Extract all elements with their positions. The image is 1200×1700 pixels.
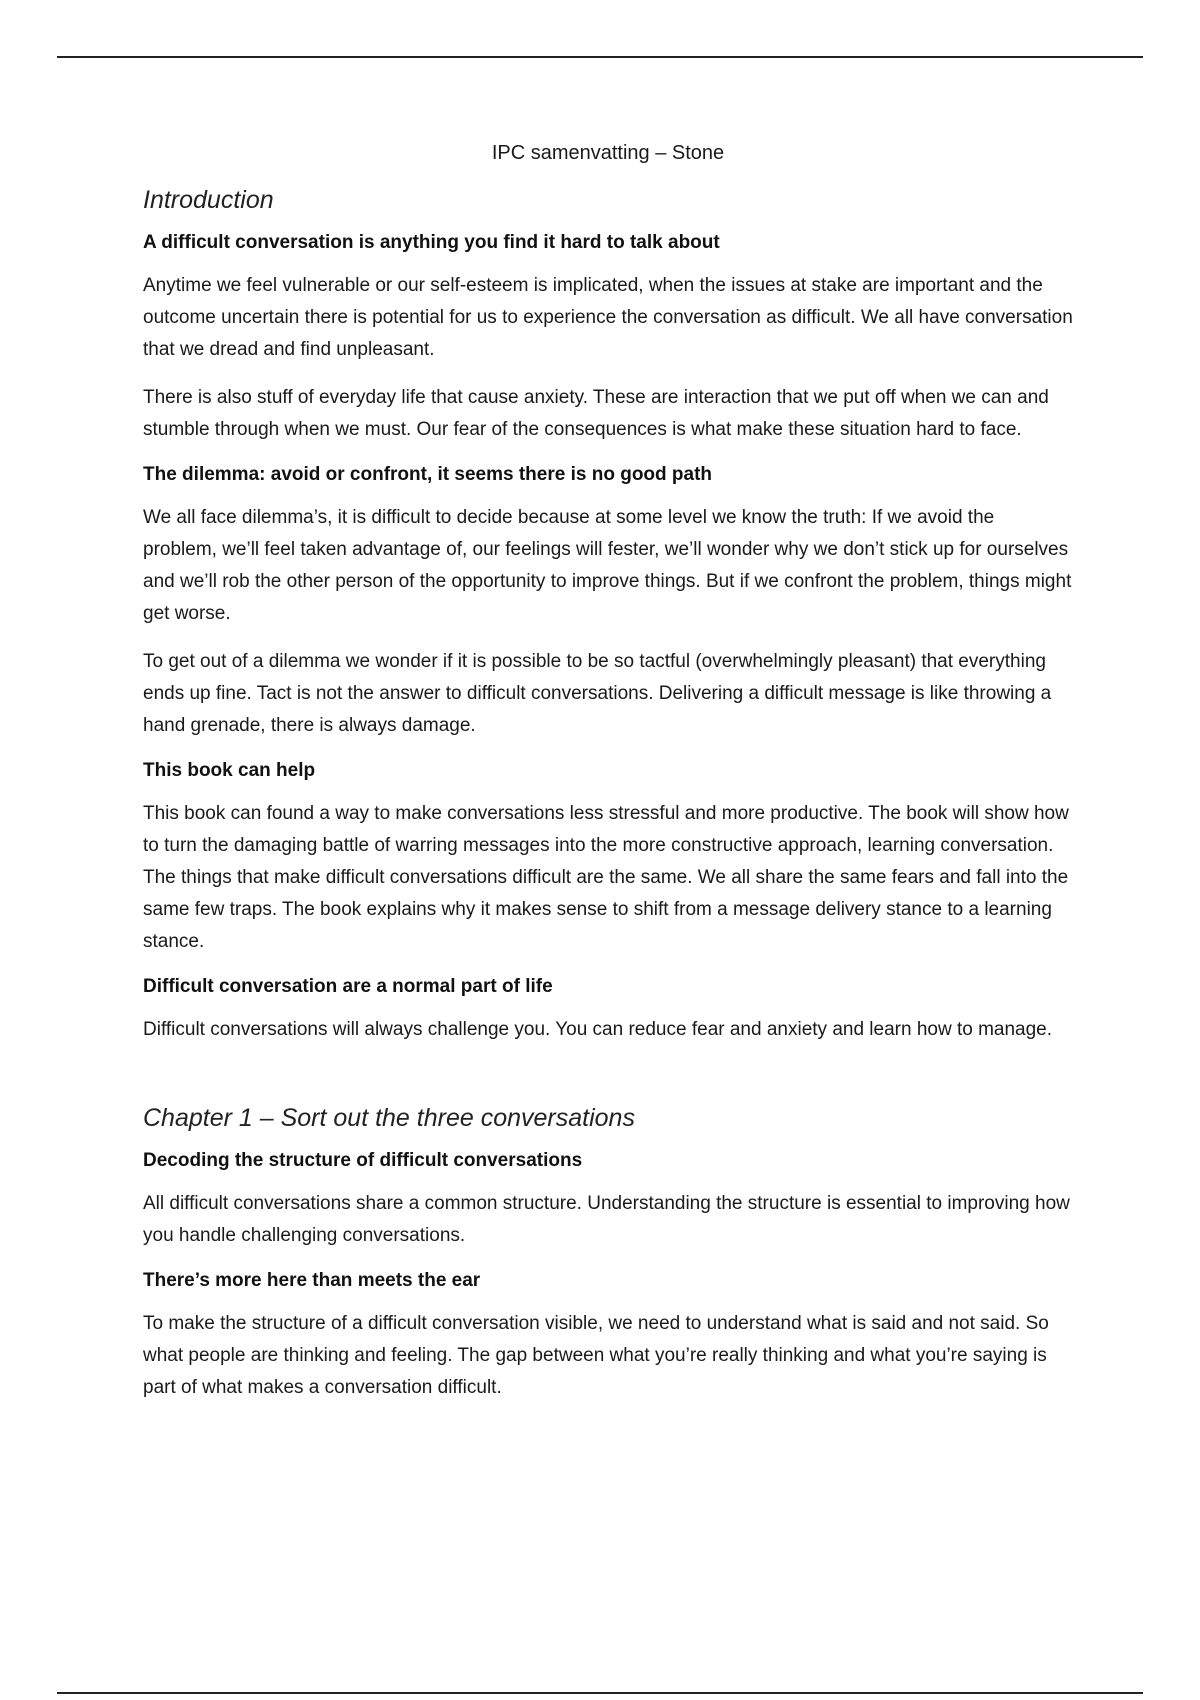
paragraph: To get out of a dilemma we wonder if it is possible to be so tactful (overwhelmingly pleasant) that everything ends up fine. Tact is not the answer to difficult conversations. Delivering a difficult message is like throwing a hand grenade, there is always damage. <box>143 651 1052 736</box>
section-heading-chapter-1: Chapter 1 – Sort out the three conversations <box>143 1104 635 1132</box>
paragraph: Anytime we feel vulnerable or our self-esteem is implicated, when the issues at stake are important and the outcome uncertain there is potential for us to experience the conversation as difficult. We all have conversation that we dread and find unpleasant. <box>143 275 1073 360</box>
paragraph: This book can found a way to make conversations less stressful and more productive. The book will show how to turn the damaging battle of warring messages into the more constructive approach, learning conversation. The things that make difficult conversations difficult are the same. We all share the same fears and fall into the same few traps. The book explains why it makes sense to shift from a message delivery stance to a learning stance. <box>143 803 1069 952</box>
subheading: Decoding the structure of difficult conversations <box>143 1150 583 1171</box>
section-heading-introduction: Introduction <box>143 186 274 214</box>
paragraph: We all face dilemma’s, it is difficult to decide because at some level we know the truth: If we avoid the problem, we’ll feel taken advantage of, our feelings will fester, we’ll wonder why we don’t stick up for ourselves and we’ll rob the other person of the opportunity to improve things. But if we confront the problem, things might get worse. <box>143 507 1072 624</box>
paragraph: To make the structure of a difficult conversation visible, we need to understand what is said and not said. So what people are thinking and feeling. The gap between what you’re really thinking and what you’re saying is part of what makes a conversation difficult. <box>143 1313 1049 1398</box>
section-spacer <box>143 1062 1073 1102</box>
paragraph: Difficult conversations will always challenge you. You can reduce fear and anxiety and learn how to manage. <box>143 1019 1053 1040</box>
paragraph: All difficult conversations share a common structure. Understanding the structure is essential to improving how you handle challenging conversations. <box>143 1193 1070 1246</box>
subheading: This book can help <box>143 760 316 781</box>
bottom-rule <box>57 1692 1143 1694</box>
paragraph: There is also stuff of everyday life that cause anxiety. These are interaction that we put off when we can and stumble through when we must. Our fear of the consequences is what make these situation hard to face. <box>143 387 1049 440</box>
document-title: IPC samenvatting – Stone <box>491 142 725 164</box>
top-rule <box>57 56 1143 58</box>
subheading: Difficult conversation are a normal part of life <box>143 976 553 997</box>
subheading: A difficult conversation is anything you find it hard to talk about <box>143 232 720 253</box>
subheading: The dilemma: avoid or confront, it seems there is no good path <box>143 464 713 485</box>
document-body <box>143 140 1073 1420</box>
subheading: There’s more here than meets the ear <box>143 1270 481 1291</box>
